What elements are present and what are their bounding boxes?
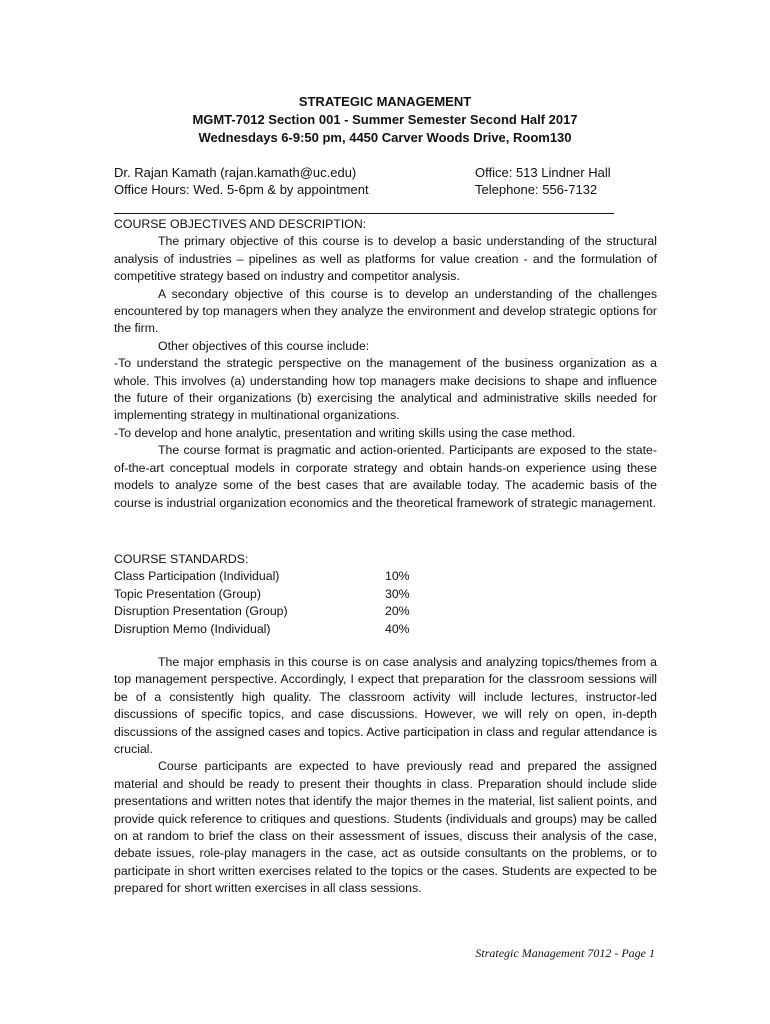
standard-weight: 40% [385,621,410,636]
emphasis-paragraph-1: The major emphasis in this course is on case analysis and analyzing topics/themes from a top management perspective. Accordingly, I expect that preparation for the classroom sessions will be of a consistently high quality. The classroom activity will include lectures, instructor-led discussions of specific topics, and case discussions. However, we will rely on open, in-depth discussions of the assigned cases and topics. Active participation in class and regular attendance is crucial. [114,655,657,757]
standards-heading: COURSE STANDARDS: [114,552,249,566]
objectives-paragraph-4: -To understand the strategic perspective on the management of the business organization as a whole. This involves (a) understanding how top managers make decisions to shape and influence the future of their organizations (b) exercising the analytical and administrative skills needed for implementing strategy in multinational organizations. [114,356,657,423]
course-section-line: MGMT-7012 Section 001 - Summer Semester Second Half 2017 [192,112,578,127]
standards-row [114,586,445,603]
instructor-name: Dr. Rajan Kamath (rajan.kamath@uc.edu) [114,165,357,180]
office-hours: Office Hours: Wed. 5-6pm & by appointment [114,182,369,197]
objectives-section [114,216,657,512]
standards-row [114,568,445,585]
page-footer: Strategic Management 7012 - Page 1 [475,946,655,960]
office-location: Office: 513 Lindner Hall [475,165,611,180]
schedule-line: Wednesdays 6-9:50 pm, 4450 Carver Woods Drive, Room130 [198,130,572,145]
standard-name: Topic Presentation (Group) [114,586,261,601]
section-divider [114,213,614,214]
objectives-paragraph-6: The course format is pragmatic and action-oriented. Participants are exposed to the state-of-the-art conceptual models in corporate strategy and obtain hands-on experience using these models to analyze some of the best cases that are available today. The academic basis of the course is industrial organization economics and the theoretical framework of strategic management. [114,443,657,510]
standard-weight: 20% [385,604,410,619]
standards-section [114,551,445,638]
telephone: Telephone: 556-7132 [475,182,598,197]
standard-name: Disruption Memo (Individual) [114,621,271,636]
standards-row [114,621,445,638]
standard-weight: 10% [385,569,410,584]
objectives-paragraph-5: -To develop and hone analytic, presentation and writing skills using the case method. [114,425,576,440]
objectives-paragraph-2: A secondary objective of this course is to develop an understanding of the challenges encountered by top managers when they analyze the environment and develop strategic options for the firm. [114,286,657,336]
emphasis-section [114,654,657,898]
emphasis-paragraph-2: Course participants are expected to have previously read and prepared the assigned material and should be ready to present their thoughts in class. Preparation should include slide presentations and written notes that identify the major themes in the material, list salient points, and provide quick reference to critiques and questions. Students (individuals and groups) may be called on at random to brief the class on their assessment of issues, discuss their analysis of the case, debate issues, role-play managers in the case, act as outside consultants on the problems, or to participate in short written exercises related to the topics or the cases. Students are expected to be prepared for short written exercises in all class sessions. [114,759,657,896]
standards-row [114,603,445,620]
document-title: STRATEGIC MANAGEMENT [298,94,472,109]
standard-weight: 30% [385,586,410,601]
title-block [0,93,770,147]
objectives-paragraph-3: Other objectives of this course include: [158,338,370,353]
objectives-paragraph-1: The primary objective of this course is to develop a basic understanding of the structural analysis of industries – pipelines as well as platforms for value creation - and the formulation of competitive strategy based on industry and competitor analysis. [114,234,657,284]
standard-name: Disruption Presentation (Group) [114,604,288,619]
objectives-heading: COURSE OBJECTIVES AND DESCRIPTION: [114,217,367,231]
standard-name: Class Participation (Individual) [114,569,280,584]
